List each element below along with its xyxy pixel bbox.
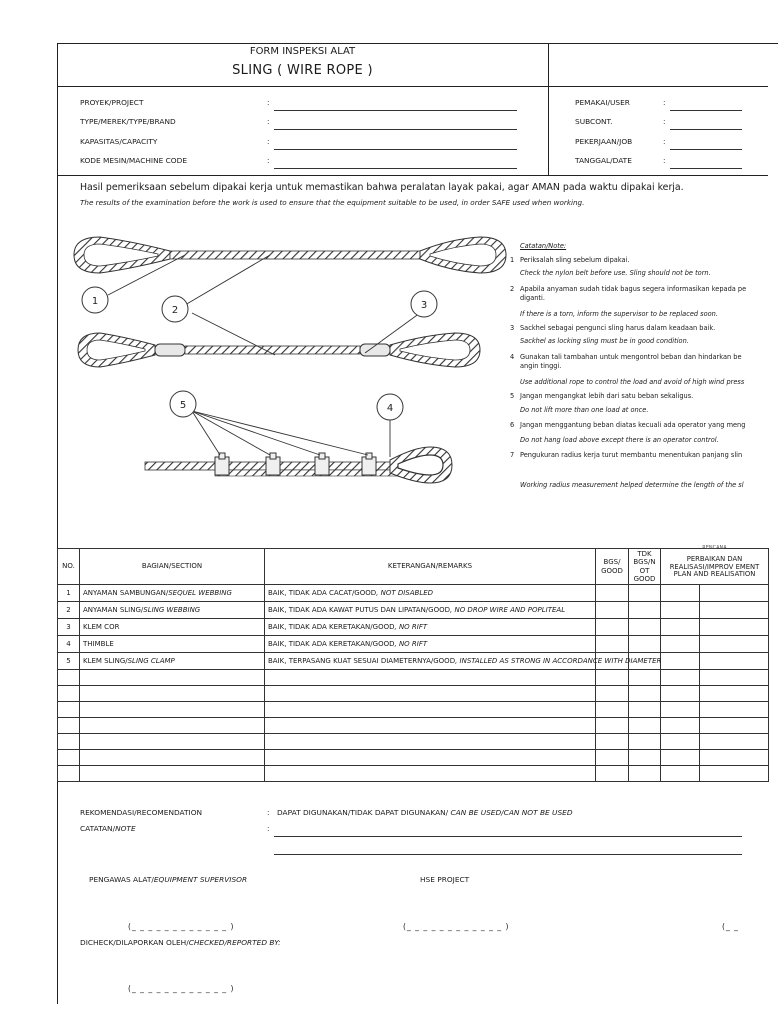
table-header-row (58, 549, 769, 585)
realisation-cell[interactable] (700, 585, 769, 602)
table-row-empty (58, 734, 769, 750)
note-4-id-cont: angin tinggi. (520, 362, 562, 370)
callout-1: 1 (91, 296, 99, 307)
row-section: THIMBLE (80, 636, 265, 653)
checked-by-label: DICHECK/DILAPORKAN OLEH/CHECKED/REPORTED BY: (80, 938, 281, 947)
brand-label: TYPE/MEREK/TYPE/BRAND (80, 117, 176, 126)
table-row-empty (58, 718, 769, 734)
date-label: TANGGAL/DATE (575, 156, 632, 165)
note-num: 4 (510, 353, 515, 361)
realisation-cell[interactable] (700, 653, 769, 670)
col-improvement-text: PERBAIKAN DAN REALISASI/IMPROV EMENT PLAN AND REALISATION (669, 554, 760, 579)
plan-cell[interactable] (661, 619, 700, 636)
note-label: CATATAN/NOTE (80, 824, 136, 833)
col-good: BGS/ GOOD (596, 549, 629, 585)
note-num: 1 (510, 256, 515, 264)
not-good-cell[interactable] (629, 602, 661, 619)
inspection-table (57, 545, 769, 782)
row-remarks: BAIK, TIDAK ADA KERETAKAN/GOOD, NO RIFT (265, 636, 596, 653)
not-good-cell[interactable] (629, 619, 661, 636)
title-right-box (548, 43, 768, 87)
intro-text-en: The results of the examination before the work is used to ensure that the equipment suitable to be used, in order SAFE used when working. (80, 198, 585, 207)
plan-cell[interactable] (661, 636, 700, 653)
note-5-en: Do not lift more than one load at once. (520, 406, 649, 414)
sling-diagram (70, 225, 510, 500)
hse-label: HSE PROJECT (420, 875, 470, 884)
note-3-id: Sackhel sebagai pengunci sling harus dalam keadaan baik. (520, 324, 716, 332)
note-4-id: Gunakan tali tambahan untuk mengontrol beban dan hindarkan be (520, 353, 742, 361)
supervisor-label: PENGAWAS ALAT/EQUIPMENT SUPERVISOR (89, 875, 248, 884)
table-row (58, 602, 769, 619)
note-5-id: Jangan mengangkat lebih dari satu beban sekaligus. (520, 392, 694, 400)
col-improvement-top: RENCANA (702, 545, 727, 551)
colon: : (267, 824, 270, 833)
callout-5: 5 (179, 400, 187, 411)
good-cell[interactable] (596, 636, 629, 653)
recommendation-label: REKOMENDASI/RECOMENDATION (80, 808, 203, 817)
row-no: 3 (58, 619, 80, 636)
note-1-en: Check the nylon belt before use. Sling should not be torn. (520, 269, 711, 277)
sling-top (74, 237, 506, 273)
job-label: PEKERJAAN/JOB (575, 137, 633, 146)
row-remarks: BAIK, TERPASANG KUAT SESUAI DIAMETERNYA/GOOD, INSTALLED AS STRONG IN ACCORDANCE WITH DIAMETER (265, 653, 596, 670)
note-7-en: Working radius measurement helped determine the length of the sl (520, 481, 744, 489)
note-2-id-cont: diganti. (520, 294, 545, 302)
job-field[interactable] (670, 149, 742, 150)
machine-code-field[interactable] (274, 168, 517, 169)
table-row-empty (58, 750, 769, 766)
col-not-good: TDK BGS/N OT GOOD (629, 549, 661, 585)
row-section: ANYAMAN SAMBUNGAN/SEQUEL WEBBING (80, 585, 265, 602)
note-6-id: Jangan menggantung beban diatas kecuali ada operator yang meng (520, 421, 746, 429)
user-label: PEMAKAI/USER (575, 98, 630, 107)
project-label: PROYEK/PROJECT (80, 98, 144, 107)
good-cell[interactable] (596, 602, 629, 619)
col-section: BAGIAN/SECTION (80, 549, 265, 585)
callout-3: 3 (420, 300, 428, 311)
col-remarks: KETERANGAN/REMARKS (265, 549, 596, 585)
note-num: 2 (510, 285, 515, 293)
reporter-signature[interactable]: (_ _ _ _ _ _ _ _ _ _ _ _ ) (128, 984, 235, 993)
row-no: 1 (58, 585, 80, 602)
sling-bottom-with-clamps (145, 447, 452, 483)
row-no: 4 (58, 636, 80, 653)
realisation-cell[interactable] (700, 602, 769, 619)
sling-middle (78, 333, 480, 367)
colon: : (663, 156, 666, 165)
table-row (58, 653, 769, 670)
row-remarks: BAIK, TIDAK ADA KERETAKAN/GOOD, NO RIFT (265, 619, 596, 636)
callout-4: 4 (386, 403, 394, 414)
plan-cell[interactable] (661, 585, 700, 602)
note-2-en: If there is a torn, inform the supervisor to be replaced soon. (520, 310, 718, 318)
supervisor-signature[interactable]: (_ _ _ _ _ _ _ _ _ _ _ _ ) (128, 922, 235, 931)
colon: : (267, 137, 270, 146)
note-6-en: Do not hang load above except there is an operator control. (520, 436, 719, 444)
project-field[interactable] (274, 110, 517, 111)
note-7-id: Pengukuran radius kerja turut membantu menentukan panjang slin (520, 451, 743, 459)
capacity-label: KAPASITAS/CAPACITY (80, 137, 158, 146)
good-cell[interactable] (596, 619, 629, 636)
colon: : (663, 117, 666, 126)
note-num: 7 (510, 451, 515, 459)
note-num: 3 (510, 324, 515, 332)
subcont-field[interactable] (670, 129, 742, 130)
col-improvement (661, 545, 769, 585)
colon: : (663, 98, 666, 107)
colon: : (267, 117, 270, 126)
note-4-en: Use additional rope to control the load and avoid of high wind press (520, 378, 745, 386)
note-field-line-2[interactable] (274, 854, 742, 855)
row-no: 5 (58, 653, 80, 670)
form-title: FORM INSPEKSI ALAT (249, 46, 356, 57)
table-row (58, 585, 769, 602)
third-signature[interactable]: (_ _ (722, 922, 739, 931)
colon: : (267, 156, 270, 165)
hse-signature[interactable]: (_ _ _ _ _ _ _ _ _ _ _ _ ) (403, 922, 510, 931)
table-row-empty (58, 766, 769, 782)
note-num: 5 (510, 392, 515, 400)
title-box (57, 43, 549, 87)
not-good-cell[interactable] (629, 585, 661, 602)
row-section: KLEM SLING/SLING CLAMP (80, 653, 265, 670)
realisation-cell[interactable] (700, 619, 769, 636)
notes-title: Catatan/Note: (520, 242, 567, 250)
note-3-en: Sackhel as locking sling must be in good condition. (520, 337, 689, 345)
realisation-cell[interactable] (700, 636, 769, 653)
table-row-empty (58, 670, 769, 686)
callout-2: 2 (171, 305, 179, 316)
not-good-cell[interactable] (629, 636, 661, 653)
brand-field[interactable] (274, 129, 517, 130)
recommendation-value[interactable]: DAPAT DIGUNAKAN/TIDAK DAPAT DIGUNAKAN/ CAN BE USED/CAN NOT BE USED (277, 808, 573, 817)
form-subtitle: SLING ( WIRE ROPE ) (232, 63, 373, 78)
date-field[interactable] (670, 168, 742, 169)
row-remarks: BAIK, TIDAK ADA CACAT/GOOD, NOT DISABLED (265, 585, 596, 602)
machine-code-label: KODE MESIN/MACHINE CODE (80, 156, 187, 165)
note-num: 6 (510, 421, 515, 429)
table-row-empty (58, 702, 769, 718)
row-remarks: BAIK, TIDAK ADA KAWAT PUTUS DAN LIPATAN/GOOD, NO DROP WIRE AND POPLITEAL (265, 602, 596, 619)
table-row-empty (58, 686, 769, 702)
capacity-field[interactable] (274, 149, 517, 150)
subcont-label: SUBCONT. (575, 117, 613, 126)
table-row (58, 636, 769, 653)
notes-panel (510, 240, 747, 500)
colon: : (267, 808, 270, 817)
plan-cell[interactable] (661, 653, 700, 670)
col-no: NO. (58, 549, 80, 585)
good-cell[interactable] (596, 585, 629, 602)
colon: : (663, 137, 666, 146)
row-no: 2 (58, 602, 80, 619)
note-2-id: Apabila anyaman sudah tidak bagus segera informasikan kepada pe (520, 285, 747, 293)
row-section: KLEM COR (80, 619, 265, 636)
user-field[interactable] (670, 110, 742, 111)
table-row (58, 619, 769, 636)
note-field-line-1[interactable] (274, 836, 742, 837)
colon: : (267, 98, 270, 107)
row-section: ANYAMAN SLING/SLING WEBBING (80, 602, 265, 619)
note-1-id: Periksalah sling sebelum dipakai. (520, 256, 630, 264)
plan-cell[interactable] (661, 602, 700, 619)
intro-text-id: Hasil pemeriksaan sebelum dipakai kerja untuk memastikan bahwa peralatan layak pakai, agar AMAN pada waktu dipakai kerja. (80, 182, 684, 193)
